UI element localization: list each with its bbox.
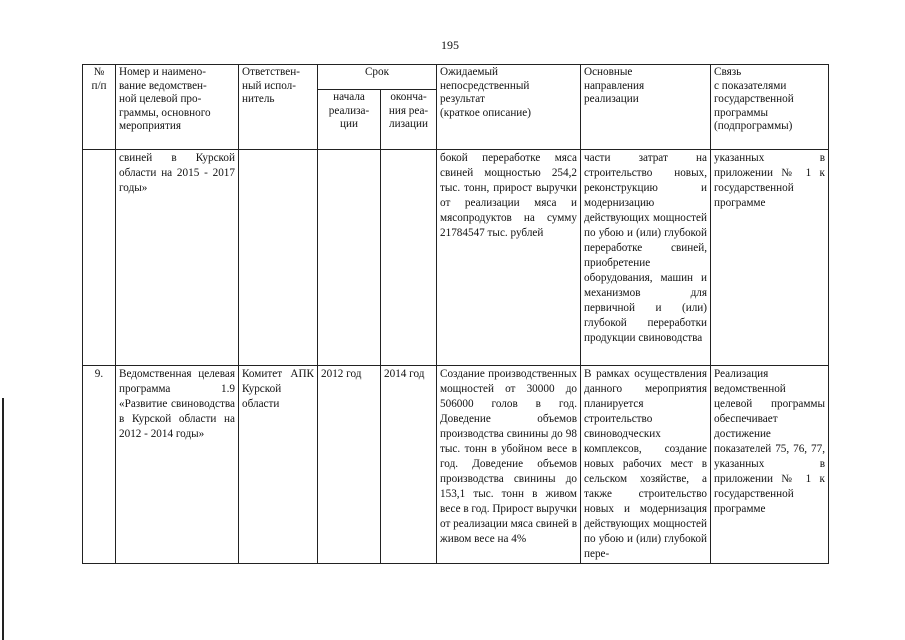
header-row bbox=[83, 65, 829, 90]
header-no: № п/п bbox=[83, 65, 116, 150]
cell-result: Создание производственных мощностей от 30000 до 506000 голов в год. Доведение объемов производства свинины до 98 тыс. тонн в убойном весе в год. Доведение объемов производства свинины до 153,1 тыс. тонн в живом весе в год. Прирост выручки от реализации мяса свиней в живом весе на 4% bbox=[437, 366, 581, 564]
header-link: Связь с показателями государственной программы (подпрограммы) bbox=[711, 65, 829, 150]
cell-end bbox=[381, 150, 437, 366]
header-term: Срок bbox=[318, 65, 437, 90]
header-end: оконча- ния реа- лизации bbox=[381, 90, 437, 150]
cell-name: Ведомственная целевая программа 1.9 «Развитие свиноводства в Курской области на 2012 - 2014 годы» bbox=[116, 366, 239, 564]
cell-start bbox=[318, 150, 381, 366]
cell-name: свиней в Курской области на 2015 - 2017 годы» bbox=[116, 150, 239, 366]
table-row bbox=[83, 150, 829, 366]
cell-start: 2012 год bbox=[318, 366, 381, 564]
cell-link: указанных в приложении № 1 к государственной программе bbox=[711, 150, 829, 366]
cell-responsible bbox=[239, 150, 318, 366]
cell-responsible: Комитет АПК Курской области bbox=[239, 366, 318, 564]
cell-result: бокой переработке мяса свиней мощностью 254,2 тыс. тонн, прирост выручки от реализации мяса и мясопродуктов на сумму 21784547 тыс. рублей bbox=[437, 150, 581, 366]
cell-no: 9. bbox=[83, 366, 116, 564]
header-start: начала реализа- ции bbox=[318, 90, 381, 150]
table-row bbox=[83, 366, 829, 564]
margin-rule bbox=[2, 398, 4, 640]
header-name: Номер и наимено- вание ведомствен- ной целевой про- граммы, основного мероприятия bbox=[116, 65, 239, 150]
cell-link: Реализация ведомственной целевой программы обеспечивает достижение показателей 75, 76, 77, указанных в приложении № 1 к государственной программе bbox=[711, 366, 829, 564]
header-directions: Основные направления реализации bbox=[581, 65, 711, 150]
header-responsible: Ответствен- ный испол- нитель bbox=[239, 65, 318, 150]
page-number: 195 bbox=[441, 38, 459, 52]
cell-end: 2014 год bbox=[381, 366, 437, 564]
cell-directions: В рамках осуществления данного мероприятия планируется строительство свиноводческих комплексов, создание новых рабочих мест в сельском хозяйстве, а также строительство новых и модернизация действующих мощностей по убою и (или) глубокой пере- bbox=[581, 366, 711, 564]
cell-directions: части затрат на строительство новых, реконструкцию и модернизацию действующих мощностей по убою и (или) глубокой переработке свиней, приобретение оборудования, машин и механизмов для первичной и (или) глубокой переработки продукции свиноводства bbox=[581, 150, 711, 366]
program-table bbox=[82, 64, 829, 564]
header-result: Ожидаемый непосредственный результат (краткое описание) bbox=[437, 65, 581, 150]
cell-no bbox=[83, 150, 116, 366]
